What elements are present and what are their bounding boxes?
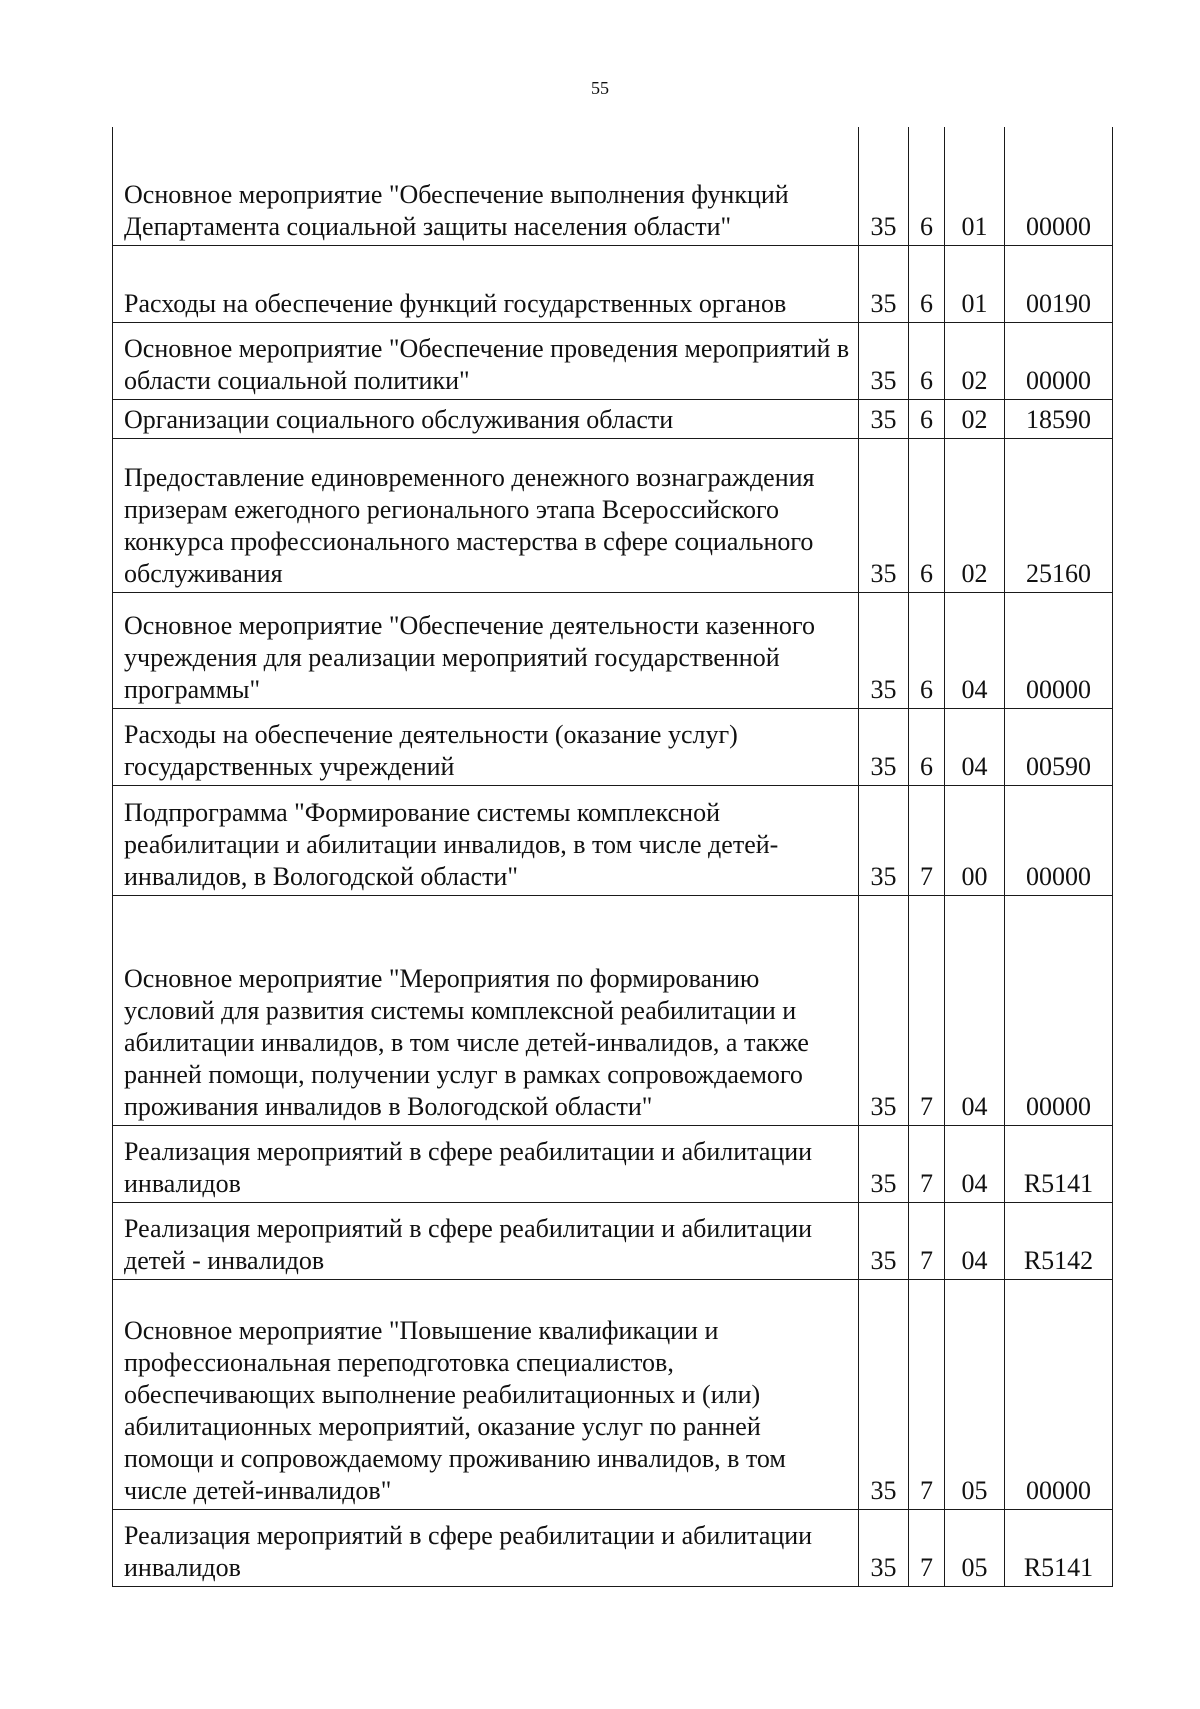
code-activity: 04 [945, 592, 1005, 708]
row-description: Основное мероприятие "Обеспечение проведения мероприятий в области социальной политики" [113, 322, 859, 399]
table-row [113, 1125, 1113, 1202]
code-direction: 00000 [1005, 895, 1113, 1125]
code-activity: 05 [945, 1509, 1005, 1586]
table-row [113, 322, 1113, 399]
row-description: Организации социального обслуживания области [113, 399, 859, 438]
code-activity: 05 [945, 1279, 1005, 1509]
code-program: 35 [859, 785, 909, 895]
code-subprogram: 6 [909, 322, 945, 399]
code-program: 35 [859, 708, 909, 785]
code-direction: 00000 [1005, 592, 1113, 708]
table-row [113, 245, 1113, 322]
row-description: Основное мероприятие "Обеспечение деятельности казенного учреждения для реализации мероприятий государственной программы" [113, 592, 859, 708]
code-activity: 00 [945, 785, 1005, 895]
row-description: Расходы на обеспечение деятельности (оказание услуг) государственных учреждений [113, 708, 859, 785]
row-description: Предоставление единовременного денежного вознаграждения призерам ежегодного регионального этапа Всероссийского конкурса профессионального мастерства в сфере социального обслуживания [113, 438, 859, 592]
code-program: 35 [859, 438, 909, 592]
code-direction: 00000 [1005, 785, 1113, 895]
code-program: 35 [859, 127, 909, 245]
row-description: Основное мероприятие "Мероприятия по формированию условий для развития системы комплексной реабилитации и абилитации инвалидов, в том числе детей-инвалидов, а также ранней помощи, получении услуг в рамках сопровождаемого проживания инвалидов в Вологодской области" [113, 895, 859, 1125]
code-subprogram: 7 [909, 1202, 945, 1279]
code-subprogram: 7 [909, 1509, 945, 1586]
code-activity: 01 [945, 127, 1005, 245]
code-program: 35 [859, 1125, 909, 1202]
code-program: 35 [859, 895, 909, 1125]
code-direction: R5142 [1005, 1202, 1113, 1279]
code-program: 35 [859, 322, 909, 399]
code-direction: R5141 [1005, 1125, 1113, 1202]
code-activity: 04 [945, 895, 1005, 1125]
row-description: Основное мероприятие "Повышение квалификации и профессиональная переподготовка специалистов, обеспечивающих выполнение реабилитационных и (или) абилитационных мероприятий, оказание услуг по ранней помощи и сопровождаемому проживанию инвалидов, в том числе детей-инвалидов" [113, 1279, 859, 1509]
budget-classification-table [112, 127, 1113, 1587]
code-activity: 01 [945, 245, 1005, 322]
code-subprogram: 7 [909, 785, 945, 895]
code-activity: 04 [945, 1125, 1005, 1202]
table-row [113, 895, 1113, 1125]
code-program: 35 [859, 1279, 909, 1509]
code-activity: 04 [945, 1202, 1005, 1279]
table-row [113, 1279, 1113, 1509]
table-body [113, 127, 1113, 1586]
code-direction: 00000 [1005, 1279, 1113, 1509]
table-row [113, 1202, 1113, 1279]
table-row [113, 785, 1113, 895]
code-direction: 00190 [1005, 245, 1113, 322]
code-subprogram: 6 [909, 245, 945, 322]
code-direction: 00590 [1005, 708, 1113, 785]
code-activity: 04 [945, 708, 1005, 785]
table-row [113, 1509, 1113, 1586]
code-subprogram: 6 [909, 127, 945, 245]
table-row [113, 708, 1113, 785]
code-direction: R5141 [1005, 1509, 1113, 1586]
code-subprogram: 7 [909, 1125, 945, 1202]
code-subprogram: 7 [909, 1279, 945, 1509]
code-activity: 02 [945, 322, 1005, 399]
table-row [113, 127, 1113, 245]
table-row [113, 438, 1113, 592]
code-program: 35 [859, 1202, 909, 1279]
row-description: Реализация мероприятий в сфере реабилитации и абилитации детей - инвалидов [113, 1202, 859, 1279]
table-row [113, 592, 1113, 708]
code-subprogram: 7 [909, 895, 945, 1125]
code-subprogram: 6 [909, 592, 945, 708]
page-number: 55 [591, 78, 609, 98]
row-description: Основное мероприятие "Обеспечение выполнения функций Департамента социальной защиты населения области" [113, 127, 859, 245]
row-description: Расходы на обеспечение функций государственных органов [113, 245, 859, 322]
code-direction: 25160 [1005, 438, 1113, 592]
row-description: Реализация мероприятий в сфере реабилитации и абилитации инвалидов [113, 1125, 859, 1202]
table-row [113, 399, 1113, 438]
code-direction: 00000 [1005, 127, 1113, 245]
code-program: 35 [859, 399, 909, 438]
code-subprogram: 6 [909, 438, 945, 592]
code-activity: 02 [945, 438, 1005, 592]
code-subprogram: 6 [909, 399, 945, 438]
code-subprogram: 6 [909, 708, 945, 785]
code-program: 35 [859, 1509, 909, 1586]
code-program: 35 [859, 592, 909, 708]
code-activity: 02 [945, 399, 1005, 438]
code-direction: 18590 [1005, 399, 1113, 438]
code-direction: 00000 [1005, 322, 1113, 399]
code-program: 35 [859, 245, 909, 322]
row-description: Реализация мероприятий в сфере реабилитации и абилитации инвалидов [113, 1509, 859, 1586]
row-description: Подпрограмма "Формирование системы комплексной реабилитации и абилитации инвалидов, в том числе детей-инвалидов, в Вологодской области" [113, 785, 859, 895]
